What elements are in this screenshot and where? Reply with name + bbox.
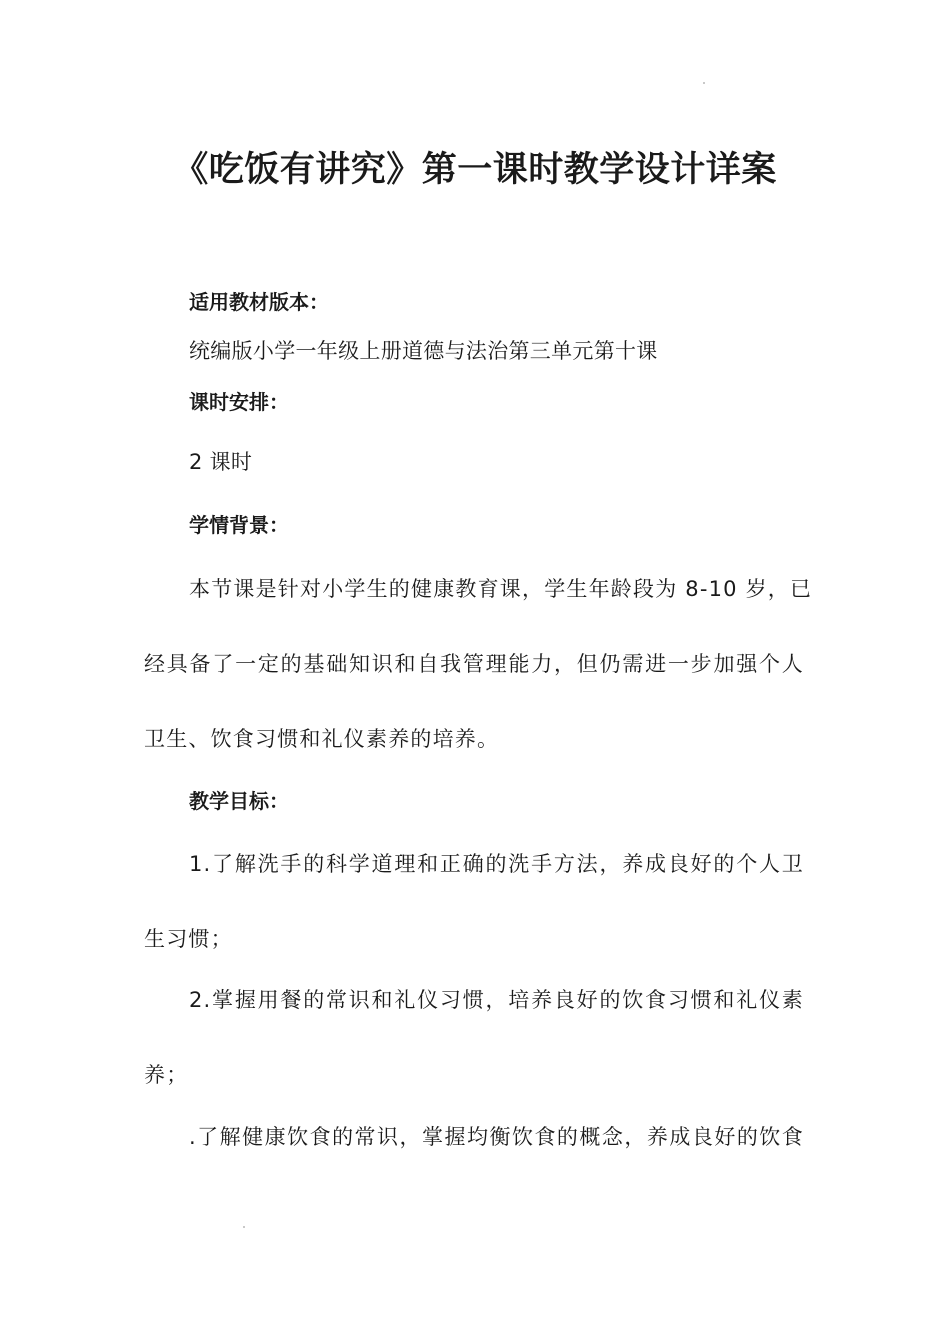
background-line: 卫生、饮食习惯和礼仪素养的培养。 — [144, 727, 500, 751]
background-line: 本节课是针对小学生的健康教育课，学生年龄段为 8-10 岁，已 — [189, 577, 813, 601]
textbook-content: 统编版小学一年级上册道德与法治第三单元第十课 — [189, 339, 658, 363]
schedule-content: 2 课时 — [189, 450, 253, 474]
background-line: 经具备了一定的基础知识和自我管理能力，但仍需进一步加强个人 — [144, 652, 804, 676]
schedule-heading: 课时安排： — [189, 390, 289, 414]
goal-item-line: 养； — [144, 1063, 189, 1087]
goal-item-line: .了解健康饮食的常识，掌握均衡饮食的概念，养成良好的饮食 — [189, 1125, 804, 1149]
background-heading: 学情背景： — [189, 513, 289, 537]
goal-item-line: 生习惯； — [144, 927, 233, 951]
goal-item-line: 2.掌握用餐的常识和礼仪习惯，培养良好的饮食习惯和礼仪素 — [189, 988, 804, 1012]
scan-speck — [703, 82, 705, 84]
textbook-heading: 适用教材版本： — [189, 290, 329, 314]
scan-speck — [243, 1226, 245, 1228]
page-title: 《吃饭有讲究》第一课时教学设计详案 — [173, 150, 777, 190]
goal-item-line: 1.了解洗手的科学道理和正确的洗手方法，养成良好的个人卫 — [189, 852, 804, 876]
goals-heading: 教学目标： — [189, 789, 289, 813]
